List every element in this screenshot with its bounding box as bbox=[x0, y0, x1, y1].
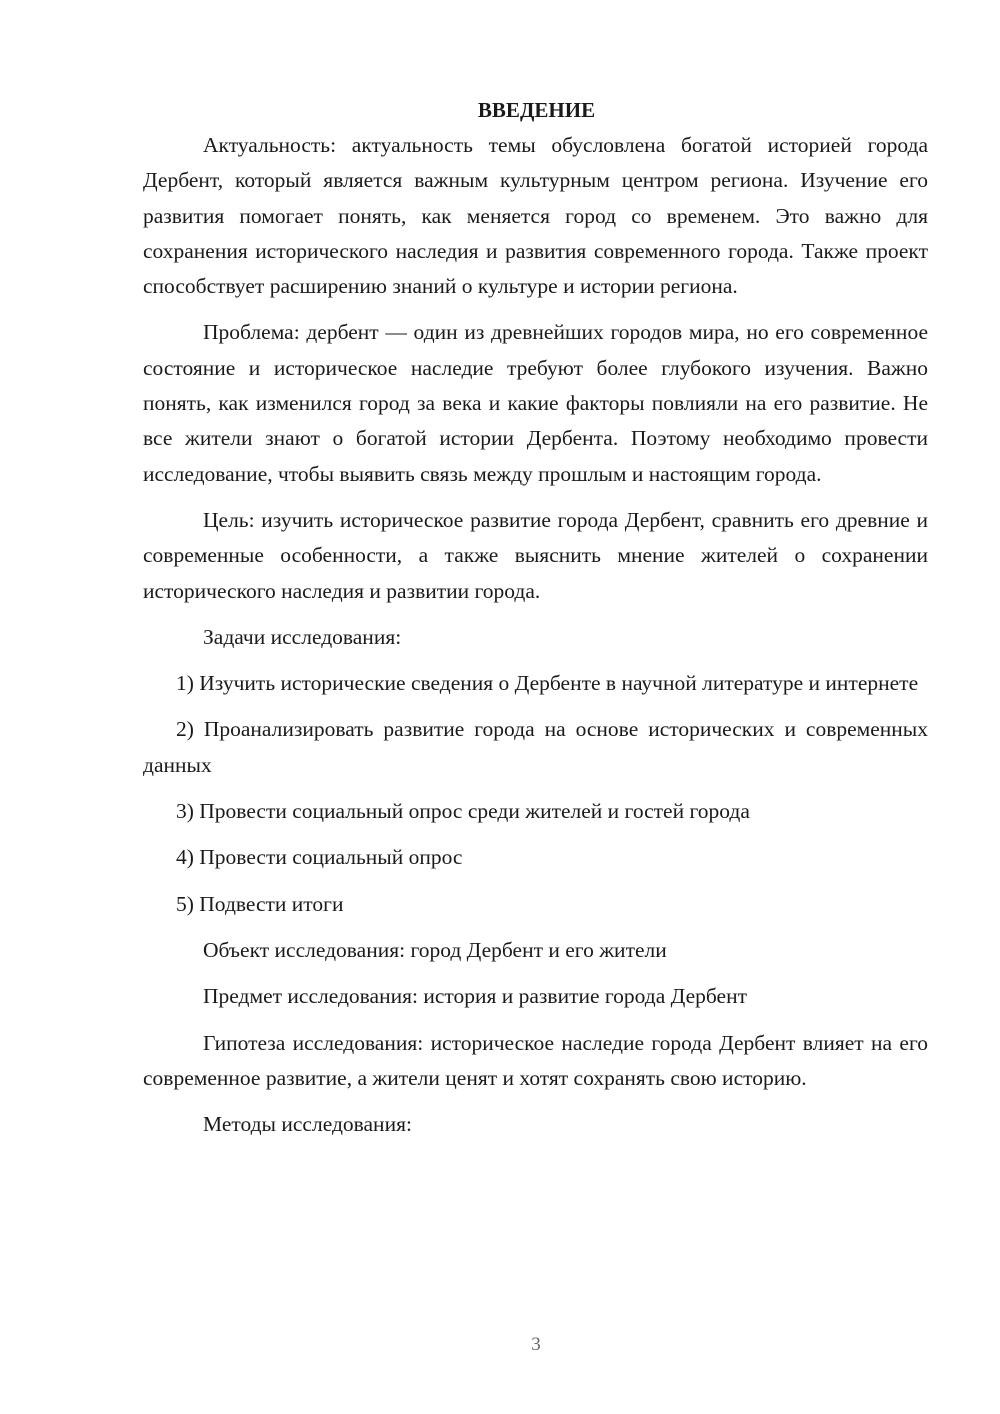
task-item-2: 2) Проанализировать развитие города на основе исторических и современных данных bbox=[143, 717, 928, 777]
paragraph-goal: Цель: изучить историческое развитие города Дербент, сравнить его древние и современные особенности, а также выяснить мнение жителей о сохранении исторического наследия и развитии города. bbox=[143, 507, 928, 603]
paragraph-relevance: Актуальность: актуальность темы обусловлена богатой историей города Дербент, который является важным культурным центром региона. Изучение его развития помогает понять, как меняется город со временем. Это важно для сохранения исторического наследия и развития современного города. Также проект способствует расширению знаний о культуре и истории региона. bbox=[143, 133, 928, 299]
task-item-3: 3) Провести социальный опрос среди жителей и гостей города bbox=[176, 799, 750, 824]
paragraph-subject: Предмет исследования: история и развитие города Дербент bbox=[203, 984, 747, 1009]
task-item-5: 5) Подвести итоги bbox=[176, 891, 344, 916]
task-item-1: 1) Изучить исторические сведения о Дербенте в научной литературе и интернете bbox=[176, 671, 919, 696]
document-page bbox=[143, 92, 928, 1153]
task-item-4: 4) Провести социальный опрос bbox=[176, 845, 463, 870]
paragraph-object: Объект исследования: город Дербент и его жители bbox=[203, 937, 667, 962]
tasks-heading: Задачи исследования: bbox=[203, 624, 402, 649]
section-heading: ВВЕДЕНИЕ bbox=[477, 98, 596, 122]
paragraph-problem: Проблема: дербент — один из древнейших городов мира, но его современное состояние и историческое наследие требуют более глубокого изучения. Важно понять, как изменился город за века и какие факторы повлияли на его развитие. Не все жители знают о богатой истории Дербента. Поэтому необходимо провести исследование, чтобы выявить связь между прошлым и настоящим города. bbox=[143, 320, 928, 486]
paragraph-methods: Методы исследования: bbox=[203, 1112, 412, 1137]
paragraph-hypothesis: Гипотеза исследования: историческое наследие города Дербент влияет на его современное развитие, а жители ценят и хотят сохранять свою историю. bbox=[143, 1030, 928, 1090]
page-number: 3 bbox=[531, 1334, 541, 1355]
